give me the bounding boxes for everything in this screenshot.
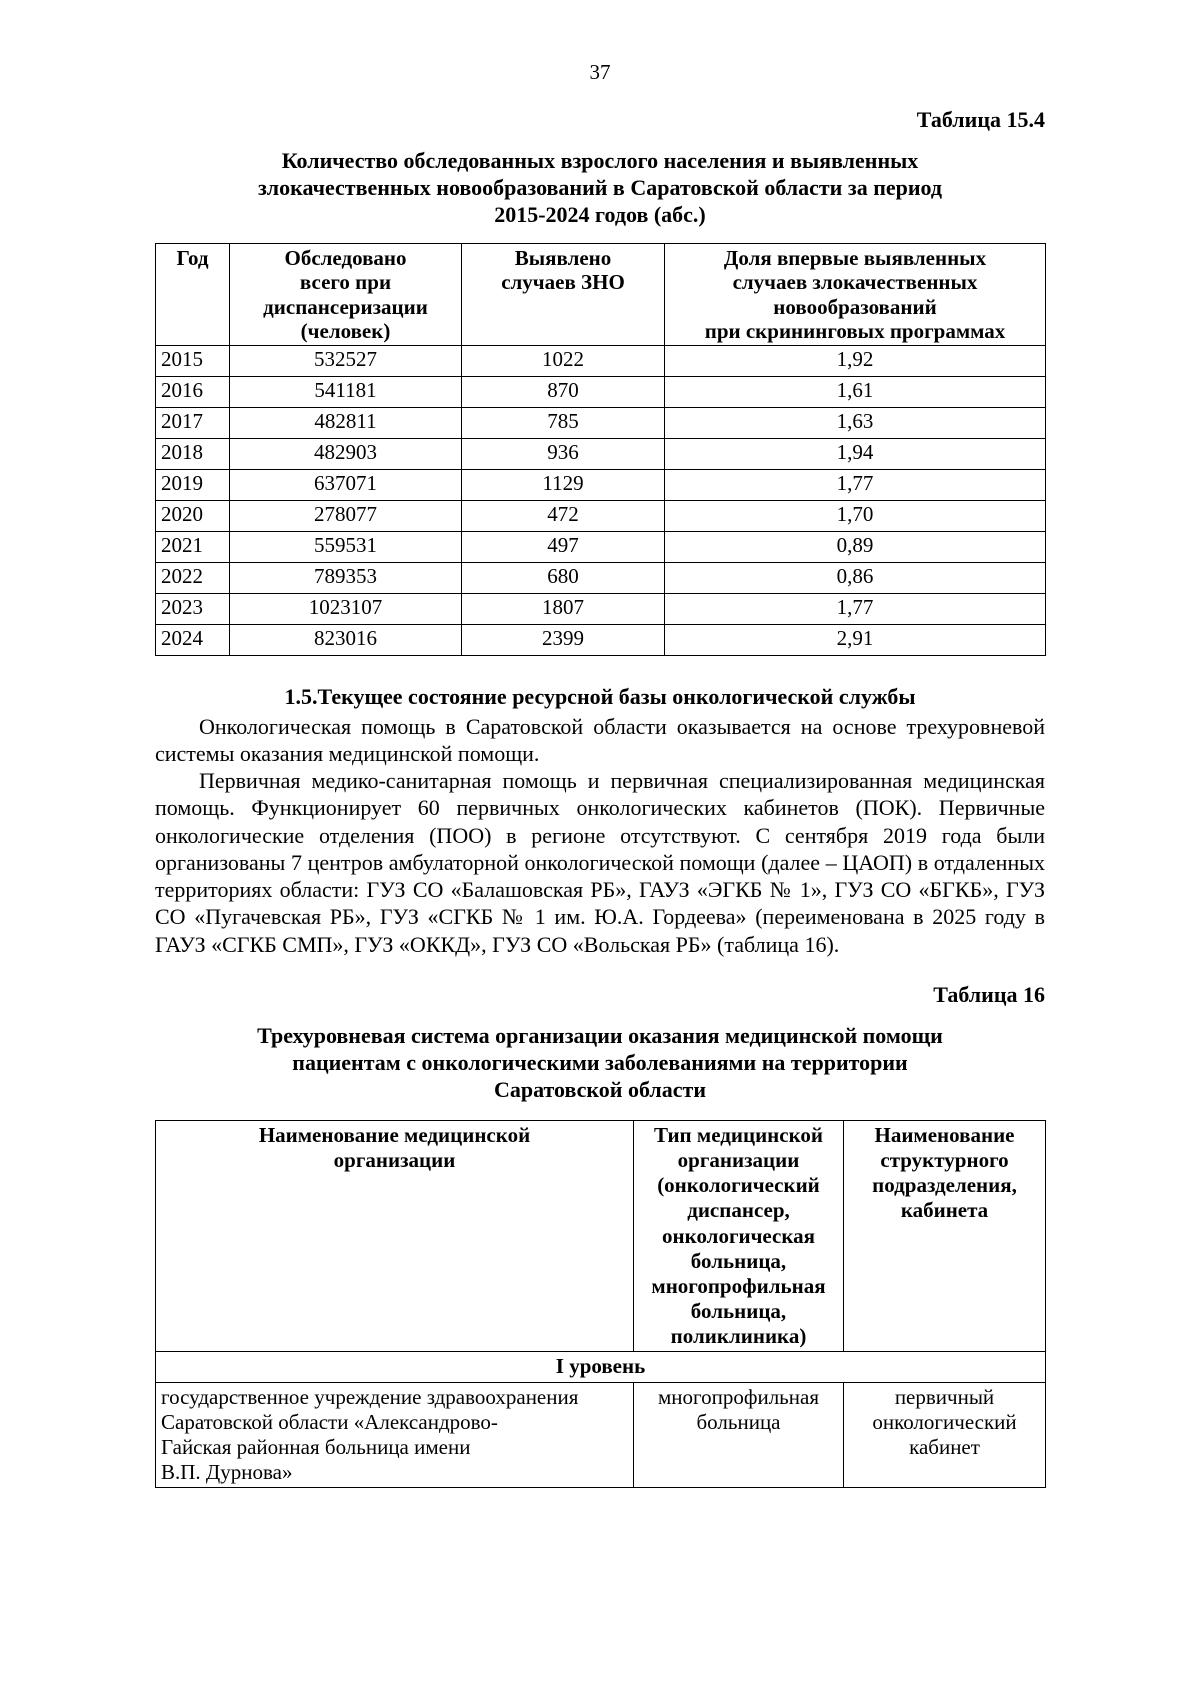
org-type-line-2: больница xyxy=(696,1409,781,1434)
table-16-level-row xyxy=(156,1352,1046,1382)
table-154-title-line-2: злокачественных новообразований в Саратовской области за период xyxy=(257,175,943,201)
unit-name-line-1: первичный xyxy=(894,1384,995,1409)
cell-year: 2016 xyxy=(156,377,230,408)
cell-examined: 482903 xyxy=(230,439,462,470)
cell-examined: 278077 xyxy=(230,501,462,532)
cell-year: 2021 xyxy=(156,532,230,563)
table-154-label: Таблица 15.4 xyxy=(916,107,1045,132)
header-org-type-line-2: организации xyxy=(677,1147,800,1172)
cell-examined: 559531 xyxy=(230,532,462,563)
table-row xyxy=(156,346,1046,377)
cell-examined: 482811 xyxy=(230,408,462,439)
cell-examined: 789353 xyxy=(230,563,462,594)
table-154-title-line-3: 2015-2024 годов (абс.) xyxy=(494,201,706,227)
header-examined-line-2: всего при xyxy=(299,270,392,295)
header-org-type-line-9: поликлиника) xyxy=(670,1324,807,1349)
cell-cases: 1129 xyxy=(462,470,665,501)
cell-examined: 541181 xyxy=(230,377,462,408)
cell-year: 2019 xyxy=(156,470,230,501)
table-154-title xyxy=(155,148,1045,228)
cell-unit-name xyxy=(844,1382,1046,1488)
cell-year: 2023 xyxy=(156,594,230,625)
table-row xyxy=(156,532,1046,563)
cell-year: 2015 xyxy=(156,346,230,377)
section-heading: 1.5.Текущее состояние ресурсной базы онкологической службы xyxy=(284,684,916,710)
cell-cases: 936 xyxy=(462,439,665,470)
cell-examined: 637071 xyxy=(230,470,462,501)
column-header-unit-name xyxy=(844,1120,1046,1352)
table-154-header-row xyxy=(156,243,1046,345)
page-content xyxy=(155,0,1045,1488)
column-header-cases xyxy=(462,243,665,345)
table-16-title-line-3: Саратовской области xyxy=(493,1076,707,1102)
header-org-name-line-2: организации xyxy=(333,1147,456,1172)
header-share-line-1: Доля впервые выявленных xyxy=(723,245,987,270)
page-number: 37 xyxy=(589,60,611,84)
three-level-system-table xyxy=(155,1120,1046,1489)
column-header-share xyxy=(665,243,1046,345)
table-16-header-row xyxy=(156,1120,1046,1352)
header-org-name-line-1: Наименование медицинской xyxy=(258,1122,531,1147)
table-row xyxy=(156,408,1046,439)
table-16-title-line-2: пациентам с онкологическими заболеваниями на территории xyxy=(292,1050,908,1076)
header-org-type-line-7: многопрофильная xyxy=(651,1273,826,1298)
header-cases-line-2: случаев ЗНО xyxy=(501,270,625,295)
table-row xyxy=(156,625,1046,656)
cell-share: 1,63 xyxy=(665,408,1046,439)
unit-name-line-2: онкологический xyxy=(872,1409,1017,1434)
cell-share: 1,77 xyxy=(665,594,1046,625)
column-header-examined xyxy=(230,243,462,345)
header-unit-name-line-1: Наименование xyxy=(874,1122,1015,1147)
table-16-label: Таблица 16 xyxy=(933,982,1045,1007)
cell-organization-type xyxy=(634,1382,844,1488)
cell-cases: 1022 xyxy=(462,346,665,377)
cell-cases: 1807 xyxy=(462,594,665,625)
header-examined-line-3: диспансеризации xyxy=(263,294,428,319)
cell-year: 2024 xyxy=(156,625,230,656)
cell-year: 2020 xyxy=(156,501,230,532)
cell-organization-name xyxy=(156,1382,634,1488)
header-org-type-line-3: (онкологический xyxy=(657,1173,820,1198)
cell-share: 1,77 xyxy=(665,470,1046,501)
level-1-label: I уровень xyxy=(156,1352,1046,1382)
cell-share: 1,61 xyxy=(665,377,1046,408)
cell-cases: 785 xyxy=(462,408,665,439)
screening-statistics-table xyxy=(155,243,1046,656)
cell-year: 2018 xyxy=(156,439,230,470)
cell-year: 2022 xyxy=(156,563,230,594)
org-name-line-1: государственное учреждение здравоохранения xyxy=(161,1384,579,1409)
table-row xyxy=(156,501,1046,532)
header-org-type-line-4: диспансер, xyxy=(687,1198,790,1223)
org-name-line-2: Саратовской области «Александрово- xyxy=(161,1409,498,1434)
org-name-line-3: Гайская районная больница имени xyxy=(161,1435,471,1460)
header-unit-name-line-4: кабинета xyxy=(900,1198,989,1223)
header-org-type-line-5: онкологическая xyxy=(662,1223,815,1248)
table-154-title-line-1: Количество обследованных взрослого населения и выявленных xyxy=(281,148,919,174)
header-unit-name-line-2: структурного xyxy=(880,1147,1009,1172)
header-year-line-1: Год xyxy=(176,245,209,270)
table-16-title-line-1: Трехуровневая система организации оказания медицинской помощи xyxy=(257,1023,943,1049)
cell-share: 1,70 xyxy=(665,501,1046,532)
column-header-organization-type xyxy=(634,1120,844,1352)
table-row xyxy=(156,377,1046,408)
cell-share: 2,91 xyxy=(665,625,1046,656)
header-share-line-2: случаев злокачественных xyxy=(732,270,978,295)
table-row xyxy=(156,563,1046,594)
unit-name-line-3: кабинет xyxy=(909,1435,980,1460)
table-row xyxy=(156,470,1046,501)
table-row xyxy=(156,1382,1046,1488)
table-row xyxy=(156,594,1046,625)
cell-share: 1,92 xyxy=(665,346,1046,377)
cell-year: 2017 xyxy=(156,408,230,439)
table-16-title xyxy=(155,1023,1045,1103)
table-row xyxy=(156,439,1046,470)
cell-examined: 1023107 xyxy=(230,594,462,625)
cell-cases: 497 xyxy=(462,532,665,563)
paragraph-primary-care: Первичная медико-санитарная помощь и первичная специализированная медицинская помощь. Функционирует 60 первичных онкологических кабинетов (ПОК). Первичные онкологические отделения (ПОО) в регионе отсутствуют. С сентября 2019 года были организованы 7 центров амбулаторной онкологической помощи (далее – ЦАОП) в отдаленных территориях области: ГУЗ СО «Балашовская РБ», ГАУЗ «ЭГКБ № 1», ГУЗ СО «БГКБ», ГУЗ СО «Пугачевская РБ», ГУЗ «СГКБ № 1 им. Ю.А. Гордеева» (переименована в 2025 году в ГАУЗ «СГКБ СМП», ГУЗ «ОККД», ГУЗ СО «Вольская РБ» (таблица 16). xyxy=(155,768,1045,957)
cell-cases: 680 xyxy=(462,563,665,594)
header-unit-name-line-3: подразделения, xyxy=(872,1173,1017,1198)
header-cases-line-1: Выявлено xyxy=(514,245,612,270)
cell-share: 0,89 xyxy=(665,532,1046,563)
header-org-type-line-6: больница, xyxy=(690,1248,787,1273)
cell-share: 1,94 xyxy=(665,439,1046,470)
org-name-line-4: В.П. Дурнова» xyxy=(161,1460,293,1485)
cell-cases: 472 xyxy=(462,501,665,532)
header-examined-line-4: (человек) xyxy=(300,318,391,343)
cell-examined: 532527 xyxy=(230,346,462,377)
paragraph-oncology-care-basis: Онкологическая помощь в Саратовской области оказывается на основе трехуровневой системы оказания медицинской помощи. xyxy=(155,713,1045,766)
header-share-line-3: новообразований xyxy=(773,294,937,319)
org-type-line-1: многопрофильная xyxy=(658,1384,819,1409)
header-org-type-line-1: Тип медицинской xyxy=(653,1122,824,1147)
column-header-organization-name xyxy=(156,1120,634,1352)
cell-cases: 2399 xyxy=(462,625,665,656)
cell-share: 0,86 xyxy=(665,563,1046,594)
cell-examined: 823016 xyxy=(230,625,462,656)
cell-cases: 870 xyxy=(462,377,665,408)
header-share-line-4: при скрининговых программах xyxy=(704,318,1006,343)
header-examined-line-1: Обследовано xyxy=(284,245,407,270)
column-header-year xyxy=(156,243,230,345)
header-org-type-line-8: больница, xyxy=(690,1299,787,1324)
